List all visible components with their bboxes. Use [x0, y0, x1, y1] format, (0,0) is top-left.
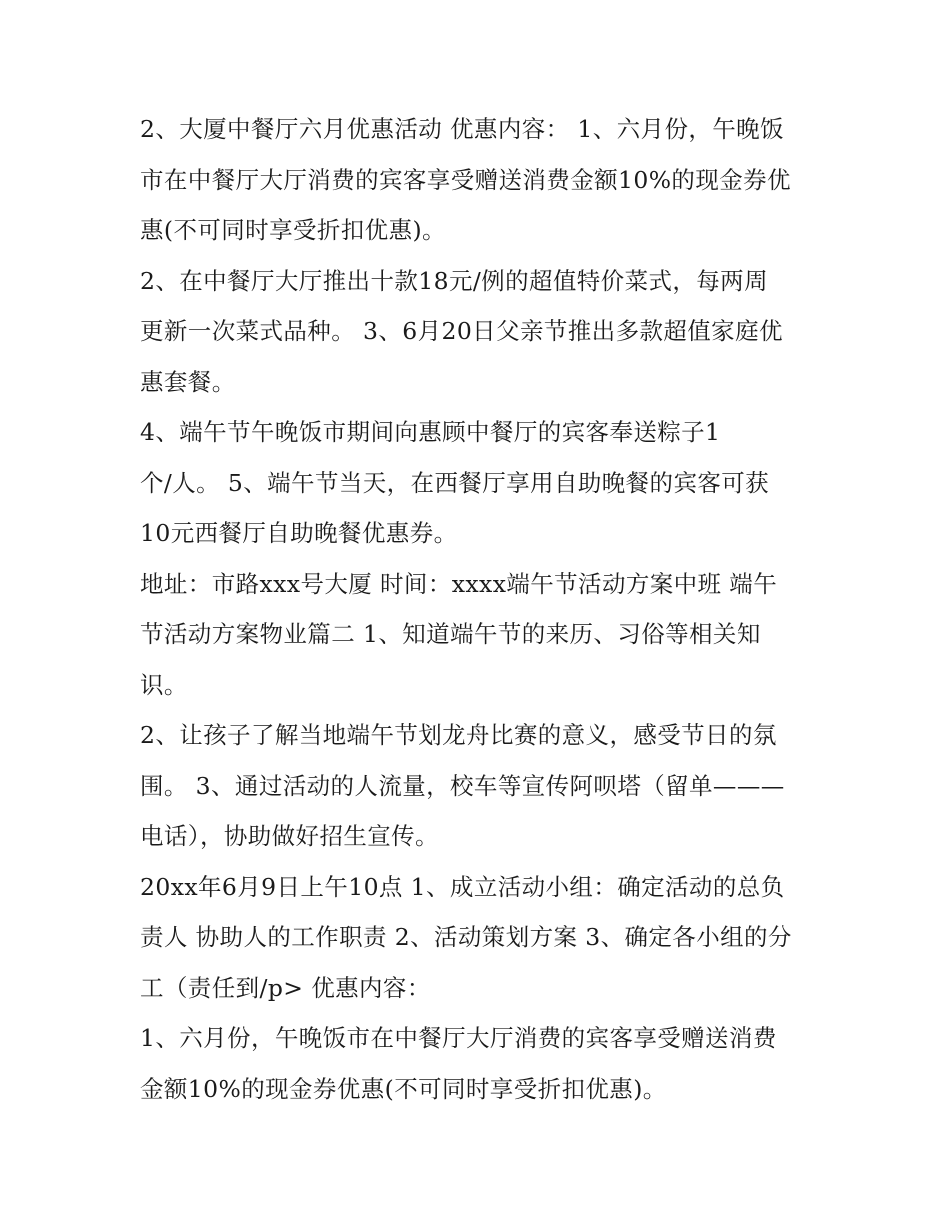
text-line: 节活动方案物业篇二 1、知道端午节的来历、习俗等相关知 — [140, 620, 761, 648]
text-line: 更新一次菜式品种。 3、6月20日父亲节推出多款超值家庭优 — [140, 317, 783, 345]
text-line: 识。 — [140, 670, 188, 699]
text-line: 4、端午节午晚饭市期间向惠顾中餐厅的宾客奉送粽子1 — [140, 418, 721, 446]
text-line: 惠套餐。 — [140, 367, 236, 396]
text-line: 2、在中餐厅大厅推出十款18元/例的超值特价菜式，每两周 — [140, 266, 768, 295]
text-line: 地址：市路xxx号大厦 时间：xxxx端午节活动方案中班 端午 — [140, 569, 778, 598]
paragraph — [140, 559, 810, 711]
text-line: 10元西餐厅自助晚餐优惠券。 — [140, 519, 458, 547]
text-line: 责人 协助人的工作职责 2、活动策划方案 3、确定各小组的分 — [140, 923, 792, 951]
text-line: 电话），协助做好招生宣传。 — [140, 822, 439, 850]
text-line: 金额10%的现金券优惠(不可同时享受折扣优惠)。 — [140, 1074, 667, 1103]
text-line: 2、大厦中餐厅六月优惠活动 优惠内容： 1、六月份，午晚饭 — [140, 115, 784, 143]
paragraph — [140, 710, 810, 862]
paragraph — [140, 1013, 810, 1114]
text-line: 围。 3、通过活动的人流量，校车等宣传阿呗塔（留单——— — [140, 771, 785, 800]
text-line: 个/人。 5、端午节当天，在西餐厅享用自助晚餐的宾客可获 — [140, 468, 770, 497]
text-line: 工（责任到/p> 优惠内容： — [140, 973, 431, 1002]
paragraph — [140, 104, 810, 256]
document-body — [140, 104, 810, 1114]
paragraph — [140, 256, 810, 408]
text-line: 惠(不可同时享受折扣优惠)。 — [140, 216, 446, 244]
paragraph — [140, 407, 810, 559]
paragraph — [140, 862, 810, 1014]
text-line: 1、六月份，午晚饭市在中餐厅大厅消费的宾客享受赠送消费 — [140, 1024, 777, 1052]
text-line: 市在中餐厅大厅消费的宾客享受赠送消费金额10%的现金券优 — [140, 165, 791, 194]
text-line: 20xx年6月9日上午10点 1、成立活动小组：确定活动的总负 — [140, 872, 785, 901]
text-line: 2、让孩子了解当地端午节划龙舟比赛的意义，感受节日的氛 — [140, 721, 777, 749]
